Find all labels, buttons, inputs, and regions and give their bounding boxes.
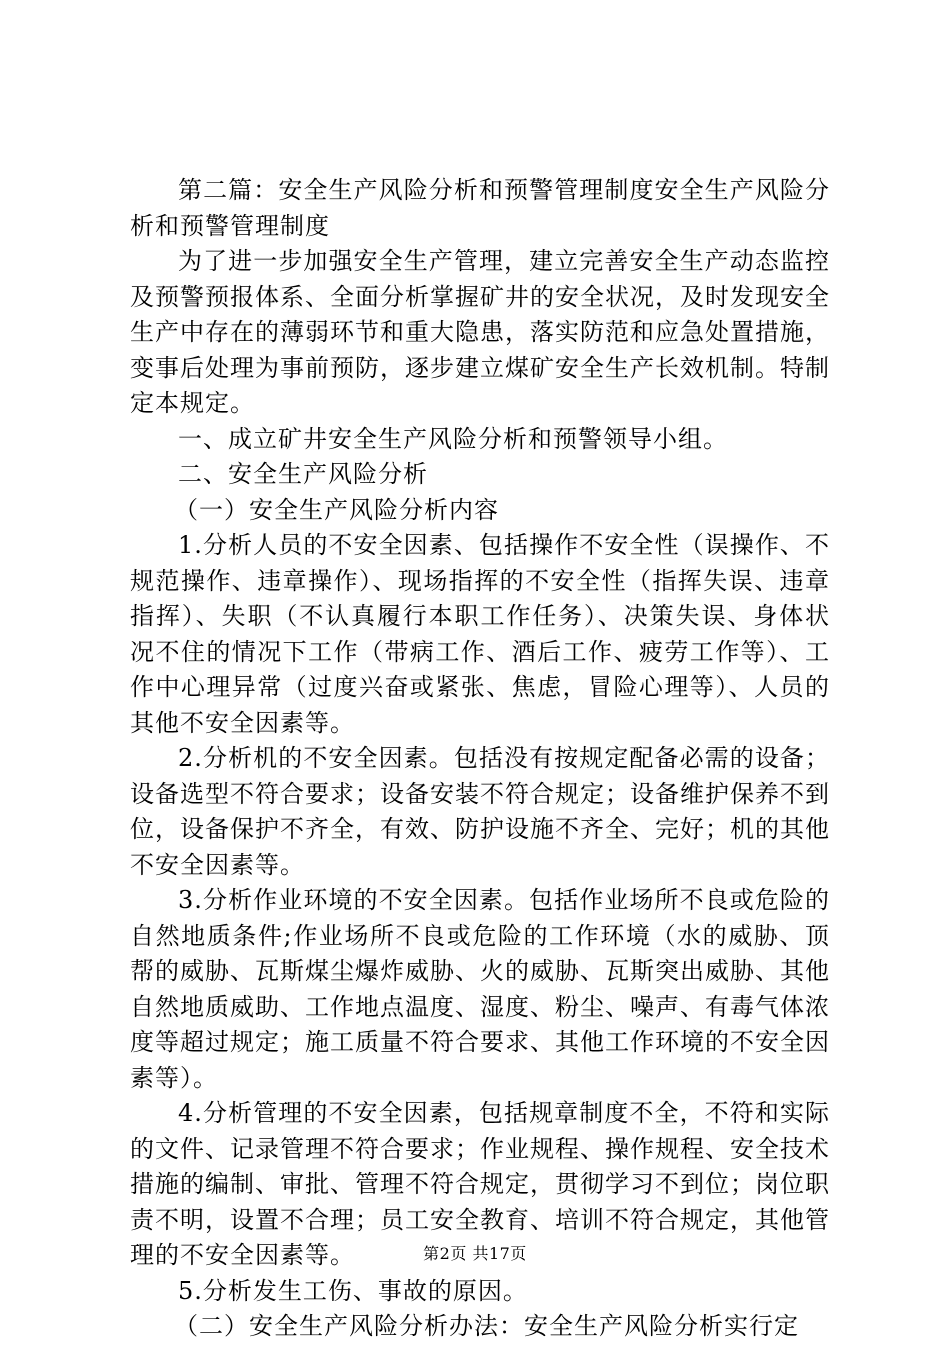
item-one-paragraph: 一、成立矿井安全生产风险分析和预警领导小组。 (178, 424, 728, 453)
point-3-paragraph: 3.分析作业环境的不安全因素。包括作业场所不良或危险的自然地质条件;作业场所不良或危险的工作环境（水的威胁、顶帮的威胁、瓦斯煤尘爆炸威胁、火的威胁、瓦斯突出威胁、其他自然地质威助、工作地点温度、湿度、粉尘、噪声、有毒气体浓度等超过规定；施工质量不符合要求、其他工作环境的不安全因素等）。 (130, 886, 830, 1092)
page-number-footer: 第2页 共17页 (423, 1244, 527, 1263)
item-two-heading: 二、安全生产风险分析 (178, 460, 428, 488)
subsection-one-heading: （一）安全生产风险分析内容 (174, 495, 499, 524)
point-5-paragraph: 5.分析发生工伤、事故的原因。 (178, 1276, 528, 1305)
point-1-paragraph: 1.分析人员的不安全因素、包括操作不安全性（误操作、不规范操作、违章操作）、现场指挥的不安全性（指挥失误、违章指挥）、失职（不认真履行本职工作任务）、决策失误、身体状况不住的情况下工作（带病工作、酒后工作、疲劳工作等）、工作中心理异常（过度兴奋或紧张、焦虑，冒险心理等）、人员的其他不安全因素等。 (130, 531, 830, 737)
document-body (130, 173, 830, 1345)
section-title-paragraph: 第二篇：安全生产风险分析和预警管理制度安全生产风险分析和预警管理制度 (130, 176, 830, 240)
point-4-paragraph: 4.分析管理的不安全因素，包括规章制度不全，不符和实际的文件、记录管理不符合要求；作业规程、操作规程、安全技术措施的编制、审批、管理不符合规定，贯彻学习不到位；岗位职责不明，设置不合理；员工安全教育、培训不符合规定，其他管理的不安全因素等。 (130, 1099, 830, 1269)
point-2-paragraph: 2.分析机的不安全因素。包括没有按规定配备必需的设备；设备选型不符合要求；设备安装不符合规定；设备维护保养不到位，设备保护不齐全，有效、防护设施不齐全、完好；机的其他不安全因素等。 (130, 744, 830, 879)
intro-paragraph: 为了进一步加强安全生产管理，建立完善安全生产动态监控及预警预报体系、全面分析掌握矿井的安全状况，及时发现安全生产中存在的薄弱环节和重大隐患，落实防范和应急处置措施，变事后处理为事前预防，逐步建立煤矿安全生产长效机制。特制定本规定。 (130, 247, 830, 417)
subsection-two-heading: （二）安全生产风险分析办法：安全生产风险分析实行定 (174, 1312, 799, 1340)
